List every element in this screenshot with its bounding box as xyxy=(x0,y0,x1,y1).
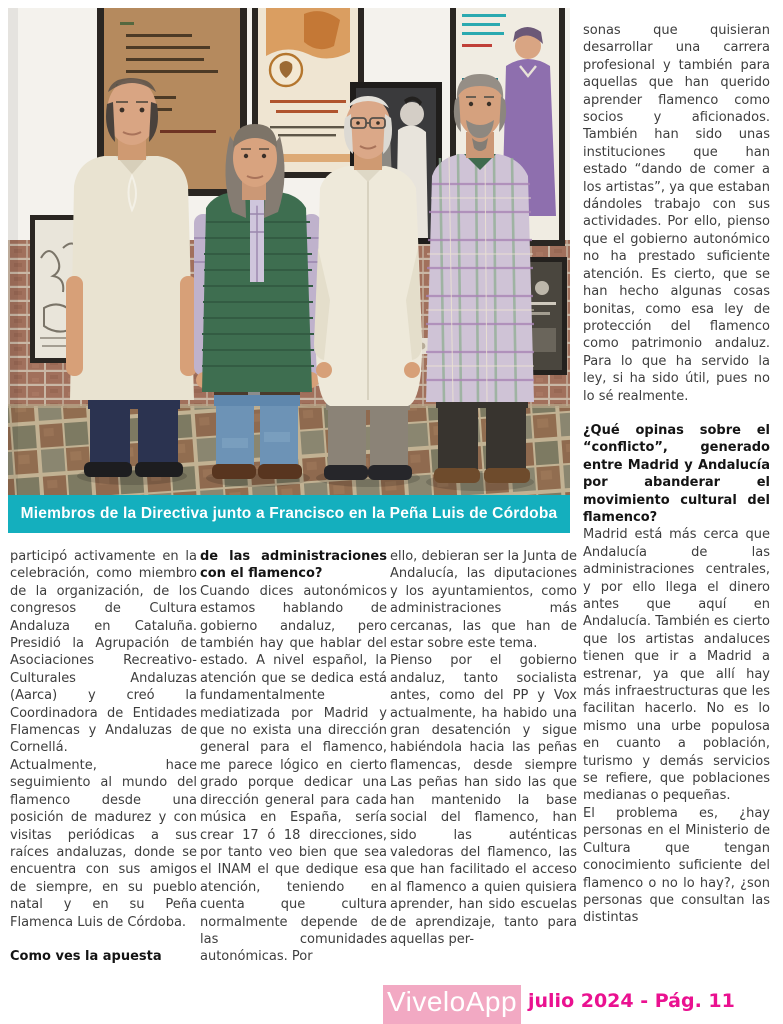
photo-caption-bar xyxy=(8,495,570,533)
paragraph: ello, debieran ser la Junta de Andalucía, las diputaciones y los ayuntamientos, como administraciones más cercanas, las que han de estar sobre este tema. xyxy=(390,549,577,652)
paragraph: Actualmente, hace seguimiento al mundo del flamenco desde una posición de madurez y con visitas periódicas a sus raíces andaluzas, donde se encuentra con sus amigos de siempre, en su pueblo natal y en su Peña Flamenca Luis de Córdoba. xyxy=(10,757,197,930)
photo-scene xyxy=(8,8,570,495)
group-photo xyxy=(8,8,570,495)
logo-text: ViveloApp xyxy=(386,986,518,1017)
paragraph: sonas que quisieran desarrollar una carrera profesional y también para aquellas que han querido aprender flamenco como socios y aficionados. También han sido unas instituciones que han estado “dando de comer a los artistas”, ya que estaban dándoles trabajo con sus actividades. Por ello, pienso que el gobierno autonómico no ha prestado suficiente atención. Es cierto, que se han hecho algunas cosas bonitas, como esa ley de protección del flamenco como patrimonio andaluz. Para lo que ha servido la ley, si ha sido útil, pues no lo sé realmente. xyxy=(583,23,770,404)
paragraph: participó activamente en la celebración, como miembro de la organización, de los congresos de Cultura Andaluza en Cataluña. Presidió la Agrupación de Asociaciones Recreativo-Culturales Andaluzas (Aarca) y creó la Coordinadora de Entidades Flamencas y Andaluzas de Cornellá. xyxy=(10,549,197,756)
paragraph: Pienso por el gobierno andaluz, tanto socialista antes, como del PP y Vox actualmente, ha habido una gran desatención y sigue habiéndola hacia las peñas flamencas, desde siempre Las peñas han sido las que han mantenido la base social del flamenco, han sido las auténticas valedoras del flamenco, las que han facilitado el acceso al flamenco a quien quisiera aprender, han sido escuelas de aprendizaje, tanto para aquellas per- xyxy=(390,653,577,947)
article-column-1 xyxy=(10,548,197,965)
question-heading: de las administraciones con el flamenco? xyxy=(200,549,387,582)
article-column-4 xyxy=(583,22,770,1002)
photo-caption: Miembros de la Directiva junto a Francisco en la Peña Luis de Córdoba xyxy=(20,505,558,522)
vivelo-app-logo xyxy=(383,985,521,1024)
question-heading: Como ves la apuesta xyxy=(10,948,162,964)
question-heading: ¿Qué opinas sobre el “conflicto”, generado entre Madrid y Andalucía por abanderar el movimiento cultural del flamenco? xyxy=(583,422,770,525)
issue-page-number: julio 2024 - Pág. 11 xyxy=(528,990,735,1012)
paragraph: Madrid está más cerca que Andalucía de las administraciones centrales, y por ello llega el dinero antes que aquí en Andalucía. También es cierto que los artistas andaluces tienen que ir a Madrid a estrenar, ya que allí hay más infraestructuras que les facilitan hacerlo. No es lo mismo una urbe populosa en cuanto a población, turismo y demás servicios se refiere, que poblaciones medianas o pequeñas. xyxy=(583,527,770,804)
article-column-2 xyxy=(200,548,387,966)
paragraph: Cuando dices autonómicos estamos hablando de gobierno andaluz, pero también hay que hablar del estado. A nivel español, la atención que se dedica está fundamentalmente mediatizada por Madrid y que no exista una dirección general para el flamenco, me parece lógico en cierto grado porque dedicar una dirección general para cada música en España, sería crear 17 ó 18 direcciones, por tanto veo bien que sea el INAM el que dedique esa atención, teniendo en cuenta que cultura normalmente depende de las comunidades autonómicas. Por xyxy=(200,583,387,965)
article-column-3 xyxy=(390,548,577,948)
paragraph: El problema es, ¿hay personas en el Ministerio de Cultura que tengan conocimiento suficiente del flamenco o no lo hay?, ¿son personas que consultan las distintas xyxy=(583,805,770,926)
